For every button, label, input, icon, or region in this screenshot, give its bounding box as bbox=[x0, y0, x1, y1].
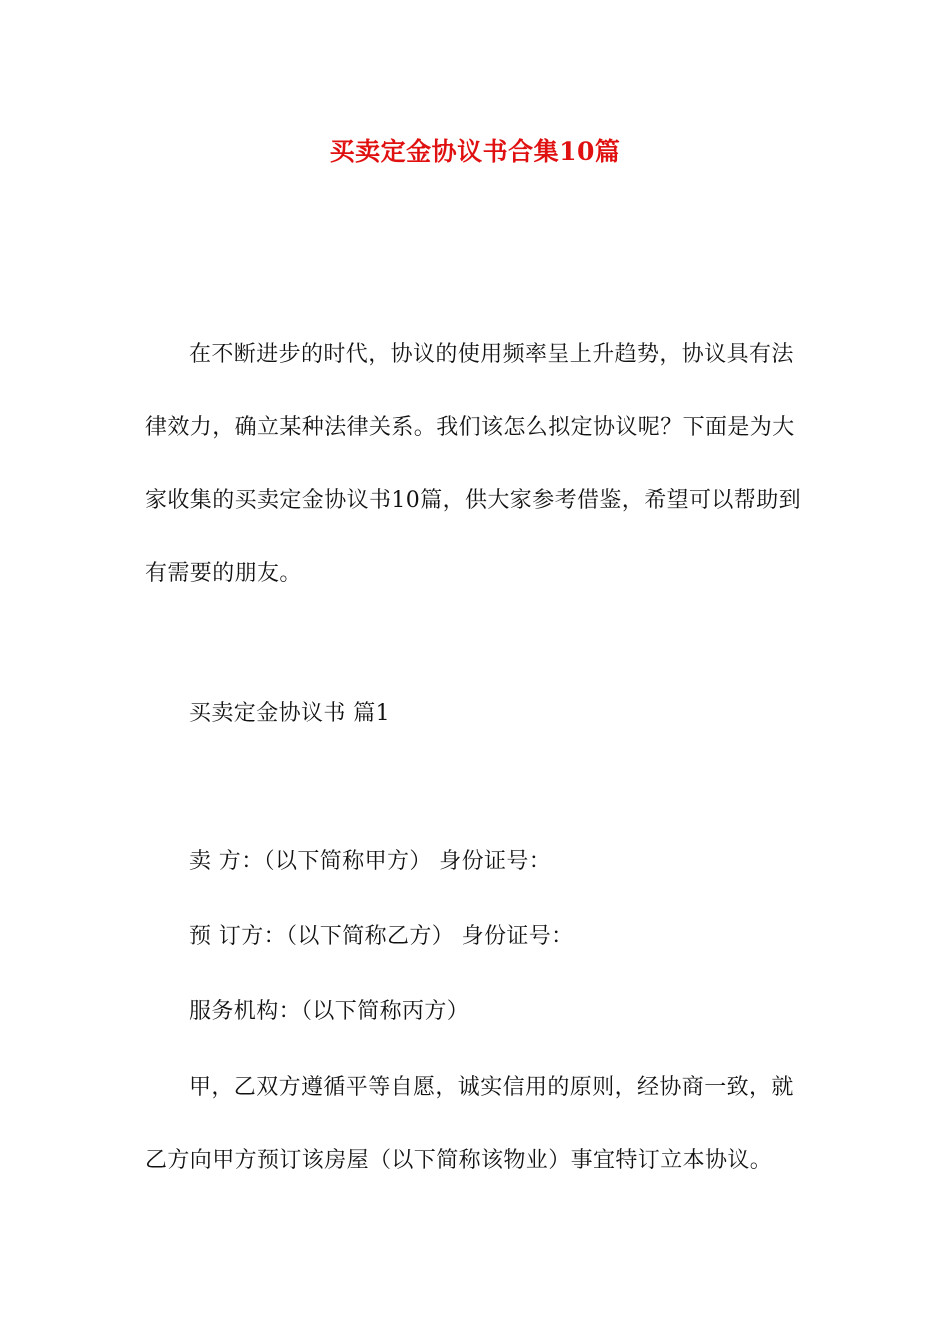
section-heading: 买卖定金协议书 篇1 bbox=[189, 701, 390, 726]
buyer-line: 预 订方：（以下简称乙方） 身份证号： bbox=[189, 924, 574, 949]
agreement-paragraph bbox=[145, 1051, 810, 1197]
agreement-text: 甲，乙双方遵循平等自愿，诚实信用的原则，经协商一致，就乙方向甲方预订该房屋（以下简称该物业）事宜特订立本协议。 bbox=[145, 1075, 794, 1173]
seller-line: 卖 方：（以下简称甲方） 身份证号： bbox=[189, 849, 552, 874]
intro-paragraph bbox=[145, 318, 810, 610]
document-title: 买卖定金协议书合集10篇 bbox=[329, 137, 621, 166]
intro-text: 在不断进步的时代，协议的使用频率呈上升趋势，协议具有法律效力，确立某种法律关系。我们该怎么拟定协议呢？下面是为大家收集的买卖定金协议书10篇，供大家参考借鉴，希望可以帮助到有需要的朋友。 bbox=[145, 342, 801, 586]
agency-line: 服务机构：（以下简称丙方） bbox=[189, 999, 470, 1024]
